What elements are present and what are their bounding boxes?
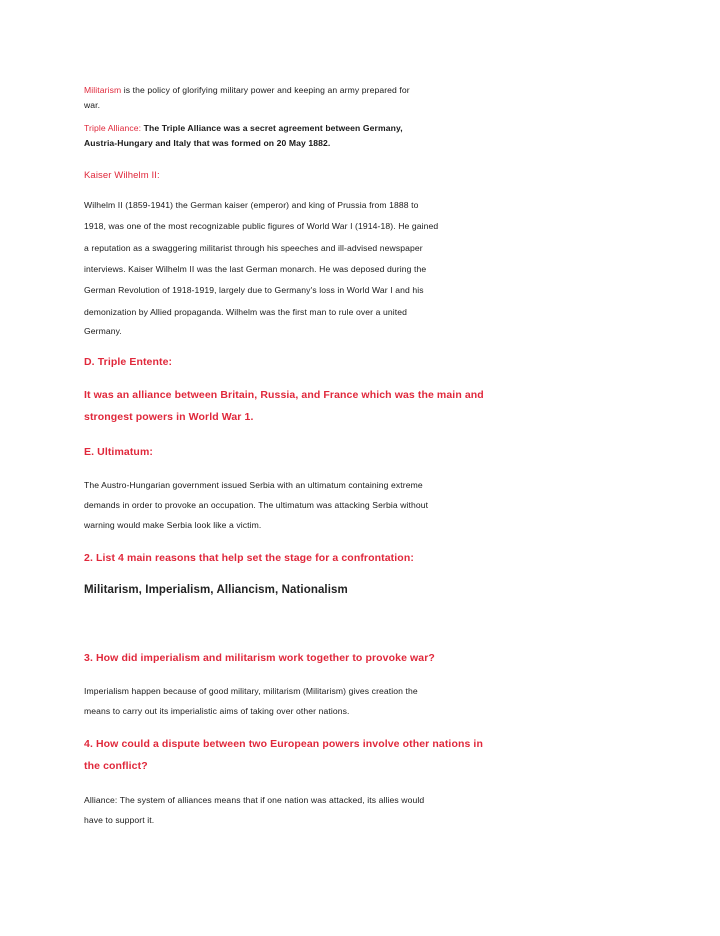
ultimatum-line: demands in order to provoke an occupation. The ultimatum was attacking Serbia without bbox=[84, 500, 429, 510]
question-4-line: the conflict? bbox=[84, 760, 148, 772]
triple-alliance-term: Triple Alliance: bbox=[84, 123, 142, 133]
kaiser-line: Wilhelm II (1859-1941) the German kaiser (emperor) and king of Prussia from 1888 to bbox=[84, 200, 419, 210]
ultimatum-line: warning would make Serbia look like a victim. bbox=[84, 520, 262, 530]
triple-entente-line: It was an alliance between Britain, Russia, and France which was the main and bbox=[84, 389, 484, 401]
ultimatum-heading: E. Ultimatum: bbox=[84, 446, 153, 458]
kaiser-line: demonization by Allied propaganda. Wilhelm was the first man to rule over a united bbox=[84, 307, 407, 317]
militarism-term: Militarism bbox=[84, 85, 122, 95]
question-3: 3. How did imperialism and militarism work together to provoke war? bbox=[84, 652, 435, 664]
militarism-text: is the policy of glorifying military power and keeping an army prepared for bbox=[121, 85, 410, 95]
ultimatum-line: The Austro-Hungarian government issued Serbia with an ultimatum containing extreme bbox=[84, 480, 423, 490]
question-4-line: 4. How could a dispute between two European powers involve other nations in bbox=[84, 738, 483, 750]
kaiser-line: a reputation as a swaggering militarist through his speeches and ill-advised newspaper bbox=[84, 243, 423, 253]
militarism-line2: war. bbox=[84, 100, 101, 110]
kaiser-line: German Revolution of 1918-1919, largely due to Germany's loss in World War I and his bbox=[84, 285, 424, 295]
answer-4-line: Alliance: The system of alliances means that if one nation was attacked, its allies would bbox=[84, 795, 425, 805]
triple-entente-heading: D. Triple Entente: bbox=[84, 356, 173, 368]
triple-alliance-text: The Triple Alliance was a secret agreement between Germany, bbox=[141, 123, 403, 133]
answer-3-line: Imperialism happen because of good military, militarism (Militarism) gives creation the bbox=[84, 686, 418, 696]
question-2: 2. List 4 main reasons that help set the stage for a confrontation: bbox=[84, 552, 414, 564]
answer-2: Militarism, Imperialism, Alliancism, Nationalism bbox=[84, 584, 348, 596]
militarism-definition bbox=[84, 85, 644, 95]
kaiser-line: 1918, was one of the most recognizable public figures of World War I (1914-18). He gained bbox=[84, 221, 439, 231]
answer-4-line: have to support it. bbox=[84, 815, 155, 825]
answer-3-line: means to carry out its imperialistic aims of taking over other nations. bbox=[84, 706, 350, 716]
triple-alliance-definition bbox=[84, 123, 644, 133]
triple-entente-line: strongest powers in World War 1. bbox=[84, 411, 254, 423]
kaiser-heading: Kaiser Wilhelm II: bbox=[84, 170, 160, 181]
triple-alliance-line2: Austria-Hungary and Italy that was formed on 20 May 1882. bbox=[84, 138, 331, 148]
kaiser-line: interviews. Kaiser Wilhelm II was the last German monarch. He was deposed during the bbox=[84, 264, 427, 274]
kaiser-line: Germany. bbox=[84, 326, 122, 336]
